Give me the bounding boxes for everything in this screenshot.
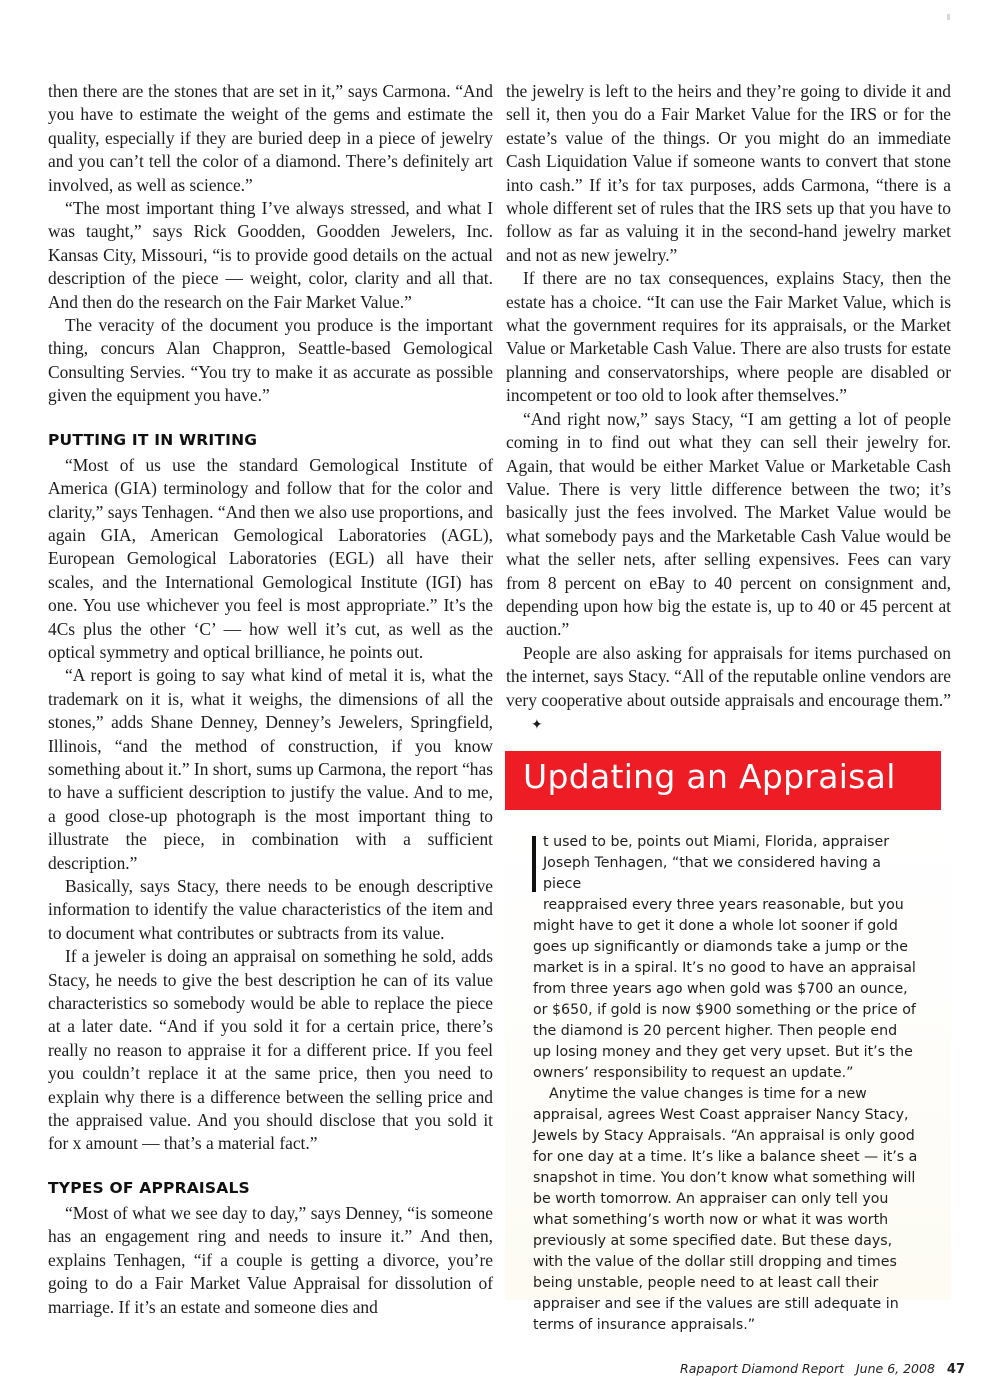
sidebar-text [533,832,918,1336]
sidebar-line: Joseph Tenhagen, “that we considered having a piece [543,855,881,892]
section-heading-putting-it-in-writing: PUTTING IT IN WRITING [48,430,258,449]
body-paragraph: If there are no tax consequences, explains Stacy, then the estate has a choice. “It can use the Fair Market Value, which is what the government requires for its appraisals, or the Market Value or Marketable Cash Value. There are also trusts for estate planning and conservatorships, where people are disabled or incompetent or too old to look after themselves.” [506,268,951,406]
right-column [506,80,951,737]
sidebar-line: t used to be, points out Miami, Florida, appraiser [543,834,890,850]
body-paragraph: “Most of what we see day to day,” says Denney, “is someone has an engagement ring and needs to insure it.” And then, explains Tenhagen, “if a couple is getting a divorce, you’re going to do a Fair Market Value Appraisal for dissolution of marriage. If it’s an estate and someone dies and [48,1202,493,1317]
end-of-article-star-icon: ✦ [531,717,543,733]
sidebar-paragraph: Anytime the value changes is time for a new appraisal, agrees West Coast appraiser Nancy Stacy, Jewels by Stacy Appraisals. “An appraisal is only good for one day at a time. It’s like a balance sheet — it’s a snapshot in time. You don’t know what something will be worth tomorrow. An appraiser can only tell you what something’s worth now or what it was worth previously at some specified date. But these days, with the value of the dollar still dropping and times being unstable, people need to at least call their appraiser and see if the values are still adequate in terms of insurance appraisals.” [533,1086,918,1333]
body-paragraph: “A report is going to say what kind of metal it is, what the trademark on it is, what it weighs, the dimensions of all the stones,” adds Shane Denney, Denney’s Jewelers, Springfield, Illinois, “and the method of construction, if you know something about it.” In short, sums up Carmona, the report “has to have a sufficient description to justify the value. And to me, a good close-up photograph is the most important thing to illustrate the piece, in combination with a sufficient description.” [48,665,493,873]
body-paragraph: Basically, says Stacy, there needs to be enough descriptive information to identify the value characteristics of the item and to document what contributes or subtracts from its value. [48,876,493,943]
body-paragraph: If a jeweler is doing an appraisal on something he sold, adds Stacy, he needs to give the best description he can of its value characteristics so somebody would be able to replace the piece at a later date. “And if you sold it for a certain price, there’s really no reason to appraise it for a different price. If you feel you couldn’t replace it at the same price, then you need to explain why there is a difference between the selling price and the appraised value. And you should disclose that you sold it for x amount — that’s a material fact.” [48,946,493,1154]
final-paragraph-text: People are also asking for appraisals for items purchased on the internet, says Stacy. “All of the reputable online vendors are very cooperative about outside appraisals and encourage them.” [506,642,951,710]
page-number: 47 [946,1362,965,1377]
body-paragraph: “The most important thing I’ve always stressed, and what I was taught,” says Rick Goodden, Goodden Jewelers, Inc. Kansas City, Missouri, “is to provide good details on the actual description of the piece — weight, color, clarity and all that. And then do the research on the Fair Market Value.” [48,198,493,312]
publication-name: Rapaport Diamond Report [680,1361,844,1376]
sidebar-title-banner [505,751,941,810]
page-footer [0,1361,965,1377]
section-heading-types-of-appraisals: TYPES OF APPRAISALS [48,1178,250,1197]
body-paragraph: then there are the stones that are set in it,” says Carmona. “And you have to estimate the weight of the gems and estimate the quality, especially if they are buried deep in a piece of jewelry and you can’t tell the color of a diamond. There’s definitely art involved, as well as science.” [48,81,493,195]
body-paragraph: The veracity of the document you produce is the important thing, concurs Alan Chappron, Seattle-based Gemological Consulting Servies. “You try to make it as accurate as possible given the equipment you have.” [48,315,493,406]
sidebar-paragraph: might have to get it done a whole lot sooner if gold goes up significantly or diamonds take a jump or the market is in a spiral. It’s no good to have an appraisal from three years ago when gold was $700 an ounce, or $650, if gold is now $900 something or the price of the diamond is 20 percent higher. Then people end up losing money and they get very upset. But it’s the owners’ responsibility to request an update.” [533,918,916,1081]
issue-date: June 6, 2008 [856,1361,935,1376]
body-paragraph: “Most of us use the standard Gemological Institute of America (GIA) terminology and follow that for the color and clarity,” says Tenhagen. “And then we also use proportions, and again GIA, American Gemological Laboratories (AGL), European Gemological Laboratories (EGL) all have their scales, and the International Gemological Institute (IGI) has one. You use whichever you feel is most appropriate.” It’s the 4Cs plus the other ‘C’ — how well it’s cut, as well as the optical symmetry and optical brilliance, he points out. [48,454,493,662]
sidebar-title: Updating an Appraisal [523,757,896,796]
body-paragraph: “And right now,” says Stacy, “I am getting a lot of people coming in to find out what they can sell their jewelry for. Again, that would be either Market Value or Marketable Cash Value. There is very little difference between the two; it’s basically just the fees involved. The Market Value would be what somebody pays and the Marketable Cash Value would be what the seller nets, after selling expensives. Fees can vary from 8 percent on eBay to 40 percent on consignment and, depending upon how big the estate is, up to 40 or 45 percent at auction.” [506,408,951,640]
sidebar-first-lines [533,832,918,916]
scan-mark [947,14,950,20]
body-paragraph-final [506,642,951,738]
left-column [48,80,493,1319]
sidebar-line: reappraised every three years reasonable, but you [543,897,904,913]
body-paragraph: the jewelry is left to the heirs and they’re going to divide it and sell it, then you do a Fair Market Value for the IRS or for the estate’s value of the things. Or you might do an immediate Cash Liquidation Value if someone wants to convert that stone into cash.” If it’s for tax purposes, adds Carmona, “there is a whole different set of rules that the IRS sets up that you have to follow as far as valuing it in the second-hand jewelry market and not as new jewelry.” [506,81,951,265]
